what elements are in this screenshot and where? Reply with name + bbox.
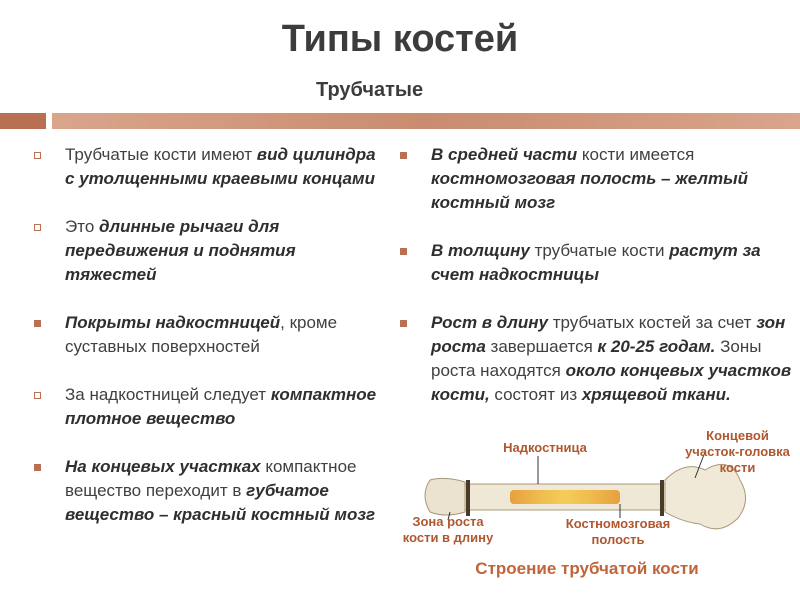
bullet-marker-icon xyxy=(400,320,407,327)
bullet-text-fragment: За надкостницей следует xyxy=(65,385,271,404)
bullet-text-fragment: компактное плотное вещество xyxy=(65,385,377,428)
bullet-text-fragment: , кроме суставных поверхностей xyxy=(65,313,338,356)
slide-title: Типы костей xyxy=(281,18,519,60)
header-band-left xyxy=(0,113,46,129)
slide-subtitle: Трубчатые xyxy=(316,79,424,101)
bullet-text-fragment: зон роста xyxy=(431,313,786,356)
left-bullet-item xyxy=(34,455,384,527)
bullet-marker-icon xyxy=(34,320,41,327)
bullet-text-fragment: трубчатых костей за счет xyxy=(547,313,757,332)
bullet-text-fragment: около концевых участков кости, xyxy=(431,361,792,404)
bullet-marker-icon xyxy=(400,248,407,255)
bullet-text-fragment: длинные рычаги для передвижения и поднятия тяжестей xyxy=(65,217,296,284)
bullet-marker-icon xyxy=(34,464,41,471)
bullet-marker-icon xyxy=(400,152,407,159)
left-bullet-item xyxy=(34,383,384,431)
bullet-text-fragment: На концевых участках xyxy=(65,457,261,476)
bullet-marker-icon xyxy=(34,224,41,231)
left-bullet-item xyxy=(34,143,384,191)
label-end-part: Концевой участок-головка кости xyxy=(685,428,790,475)
bullet-text-fragment: растут за счет надкостницы xyxy=(431,241,761,284)
bullet-text-fragment: завершается xyxy=(485,337,598,356)
left-column xyxy=(34,143,384,551)
label-growth-zone: Зона роста кости в длину xyxy=(402,514,494,545)
bone-left-end xyxy=(425,478,465,515)
bullet-text-fragment: В толщину xyxy=(431,241,530,260)
bullet-text-fragment: Покрыты надкостницей xyxy=(65,313,281,332)
bullet-marker-icon xyxy=(34,392,41,399)
diagram-caption: Строение трубчатой кости xyxy=(475,559,699,578)
bullet-text-fragment: вид цилиндра с утолщенными краевыми концами xyxy=(65,145,376,188)
bullet-text-fragment: к 20-25 годам. xyxy=(597,337,716,356)
left-bullet-item xyxy=(34,311,384,359)
bullet-text-fragment: Рост в длину xyxy=(431,313,548,332)
right-bullet-item xyxy=(400,239,795,287)
bullet-text-fragment: Это xyxy=(65,217,99,236)
bullet-text-fragment: хрящевой ткани. xyxy=(581,385,731,404)
header-band-right xyxy=(52,113,800,129)
bullet-text-fragment: состоят из xyxy=(489,385,582,404)
bullet-text-fragment: Трубчатые кости имеют xyxy=(65,145,257,164)
bullet-text-fragment: костномозговая полость – желтый костный мозг xyxy=(431,169,748,212)
bullet-text-fragment: губчатое вещество – красный костный мозг xyxy=(65,481,376,524)
bullet-text-fragment: кости имеется xyxy=(577,145,695,164)
right-column xyxy=(400,143,795,431)
bullet-text-fragment: Зоны роста находятся xyxy=(431,337,762,380)
right-bullet-item xyxy=(400,311,795,407)
label-periosteum: Надкостница xyxy=(503,440,587,455)
bullet-text-fragment: В средней части xyxy=(431,145,578,164)
left-bullet-item xyxy=(34,215,384,287)
bullet-text-fragment: трубчатые кости xyxy=(529,241,670,260)
bullet-marker-icon xyxy=(34,152,41,159)
label-marrow-cavity: Костномозговая полость xyxy=(565,516,671,547)
right-bullet-item xyxy=(400,143,795,215)
bullet-text-fragment: компактное вещество переходит в xyxy=(65,457,357,500)
